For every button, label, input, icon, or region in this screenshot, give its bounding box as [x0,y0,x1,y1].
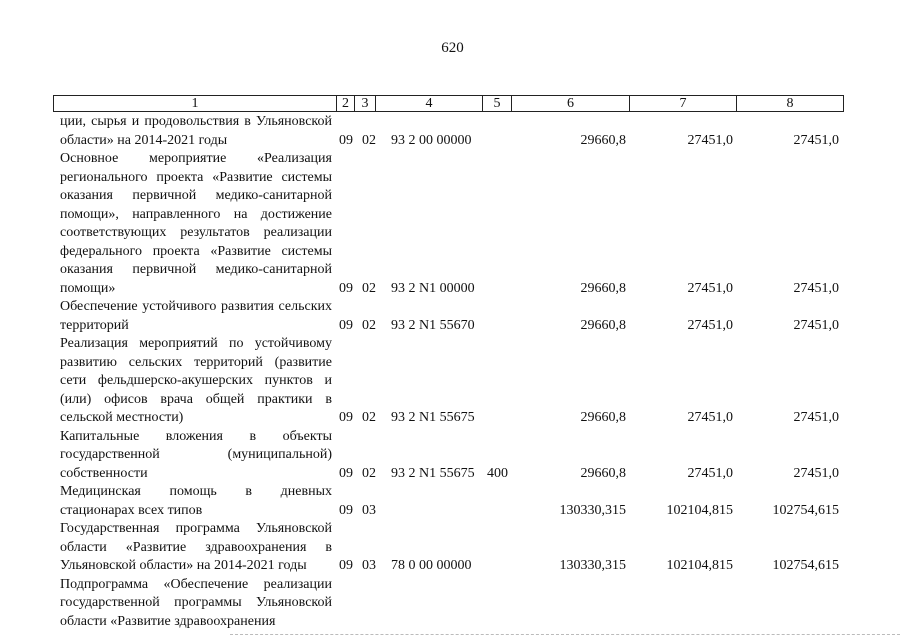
row-amount-col6: 29660,8 [580,465,626,481]
row-target-article: 78 0 00 00000 [391,558,472,573]
row-amount-col8: 102754,615 [772,502,839,518]
row-amount-col8: 27451,0 [793,317,839,333]
table-header [53,95,844,112]
header-col-8: 8 [737,96,844,112]
row-target-article: 93 2 N1 55670 [391,317,475,333]
header-col-2: 2 [337,96,355,112]
row-expense-type: 400 [487,465,508,481]
table-row [0,335,905,428]
row-description: Капитальные вложения в объекты государственной (муниципальной) собственности [60,428,332,481]
row-section: 09 [339,410,353,425]
row-subsection: 02 [362,280,376,296]
header-col-6: 6 [512,96,630,112]
row-amount-col6: 29660,8 [580,280,626,296]
row-subsection: 03 [362,502,376,518]
row-section: 09 [339,465,353,481]
row-description: Государственная программа Ульяновской области «Развитие здравоохранения в Ульяновской области» на 2014-2021 годы [60,521,332,573]
row-target-article: 93 2 N1 00000 [391,280,475,296]
row-description: Подпрограмма «Обеспечение реализации государственной программы Ульяновской области «Развитие здравоохранения [60,576,332,629]
header-row [54,96,844,112]
page-number: 620 [441,40,464,56]
row-target-article: 93 2 N1 55675 [391,465,475,481]
header-col-1: 1 [54,96,337,112]
header-col-3: 3 [355,96,376,112]
row-amount-col8: 27451,0 [793,465,839,481]
page-bottom-rule [230,634,900,635]
row-description: Медицинская помощь в дневных стационарах всех типов [60,484,332,518]
row-description: Реализация мероприятий по устойчивому развитию сельских территорий (развитие сети фельдшерско-акушерских пунктов и (или) офисов врача общей практики в сельской местности) [60,336,332,425]
row-amount-col8: 27451,0 [793,410,839,425]
row-section: 09 [339,558,353,573]
row-subsection: 02 [362,317,376,333]
row-amount-col7: 27451,0 [687,317,733,333]
table-row [0,150,905,298]
row-subsection: 02 [362,465,376,481]
row-amount-col8: 102754,615 [772,558,839,573]
row-amount-col6: 130330,315 [559,502,626,518]
header-col-7: 7 [630,96,737,112]
row-section: 09 [339,280,353,296]
row-target-article: 93 2 00 00000 [391,132,472,148]
row-subsection: 02 [362,410,376,425]
row-amount-col6: 29660,8 [580,132,626,148]
row-amount-col7: 102104,815 [666,502,733,518]
row-description: Обеспечение устойчивого развития сельских территорий [60,299,332,333]
row-target-article: 93 2 N1 55675 [391,410,475,425]
budget-table-body [0,113,905,631]
row-amount-col6: 29660,8 [580,317,626,333]
row-amount-col7: 27451,0 [687,465,733,481]
row-amount-col7: 102104,815 [666,558,733,573]
table-row [0,576,905,632]
row-subsection: 03 [362,558,376,573]
row-amount-col7: 27451,0 [687,410,733,425]
row-subsection: 02 [362,132,376,148]
table-row [0,428,905,484]
table-row [0,520,905,576]
row-description: ции, сырья и продовольствия в Ульяновской области» на 2014-2021 годы [60,114,332,148]
row-amount-col8: 27451,0 [793,280,839,296]
header-col-4: 4 [376,96,483,112]
row-section: 09 [339,132,353,148]
row-amount-col8: 27451,0 [793,132,839,148]
row-description: Основное мероприятие «Реализация регионального проекта «Развитие системы оказания первичной медико-санитарной помощи», направленного на достижение соответствующих результатов реализации федерального проекта «Развитие системы оказания первичной медико-санитарной помощи» [60,151,332,296]
row-amount-col7: 27451,0 [687,132,733,148]
row-amount-col6: 130330,315 [559,558,626,573]
row-amount-col7: 27451,0 [687,280,733,296]
table-row [0,113,905,150]
table-row [0,298,905,335]
row-section: 09 [339,317,353,333]
row-amount-col6: 29660,8 [580,410,626,425]
row-section: 09 [339,502,353,518]
header-col-5: 5 [483,96,512,112]
table-row [0,483,905,520]
